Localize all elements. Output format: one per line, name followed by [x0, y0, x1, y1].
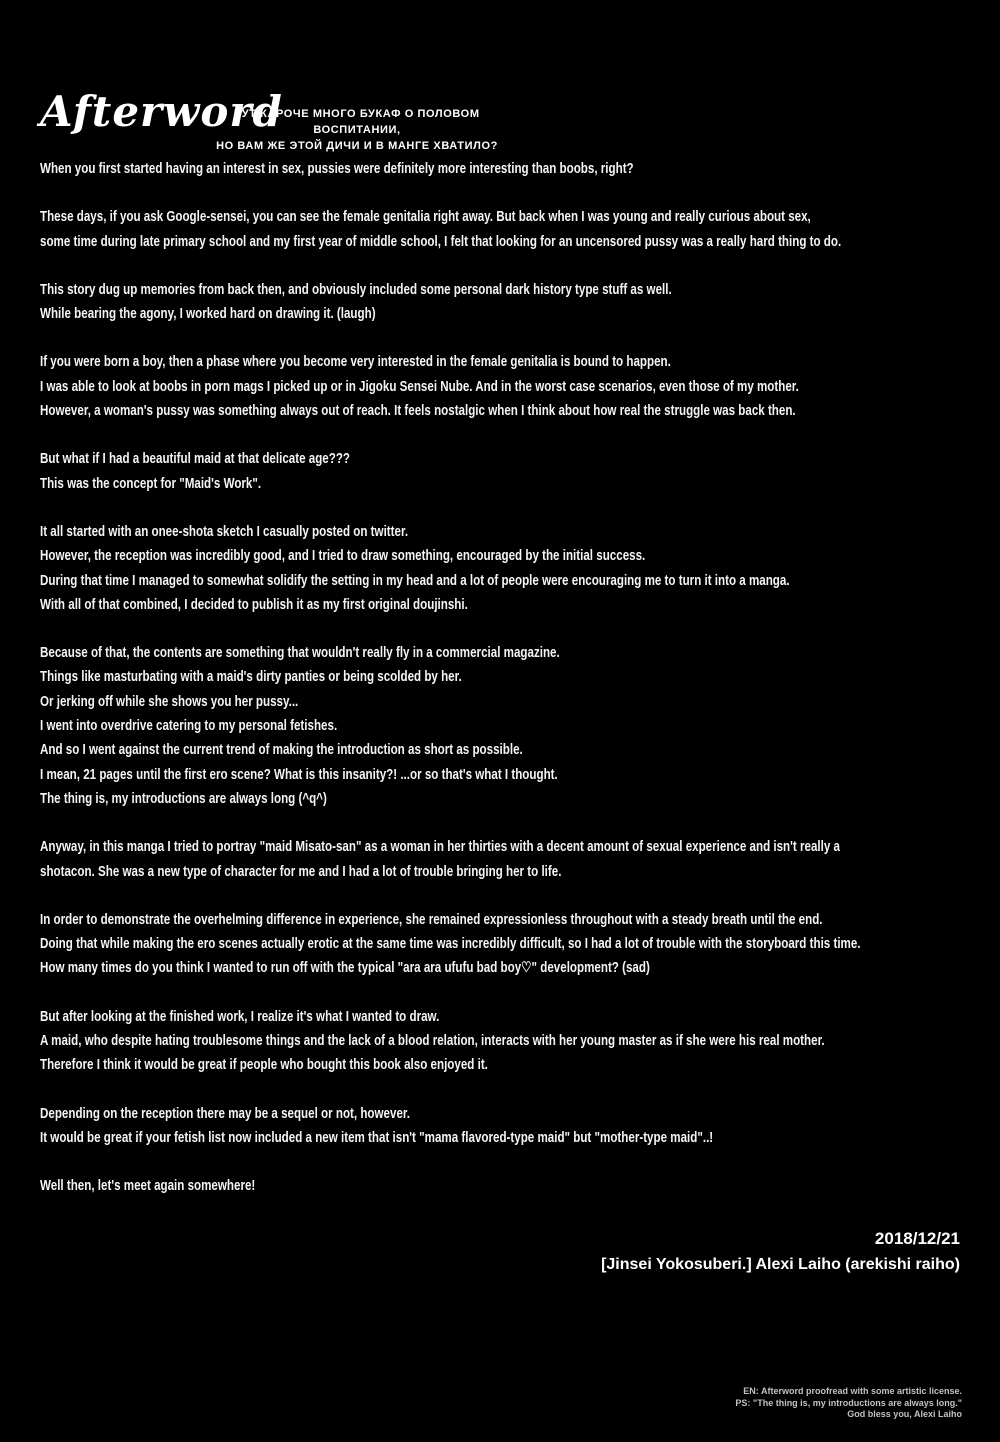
body-line: shotacon. She was a new type of character for me and I had a lot of trouble bringing her to life.: [40, 863, 562, 880]
body-line: How many times do you think I wanted to run off with the typical "ara ara ufufu bad boy♡" development? (sad): [40, 960, 650, 977]
body-line: Because of that, the contents are something that wouldn't really fly in a commercial magazine.: [40, 645, 560, 662]
footer-note: [735, 1386, 962, 1421]
body-line: In order to demonstrate the overhelming difference in experience, she remained expressionless throughout with a steady breath until the end.: [40, 911, 823, 928]
footer-line: God bless you, Alexi Laiho: [847, 1409, 962, 1419]
body-line: But what if I had a beautiful maid at that delicate age???: [40, 451, 351, 468]
footer-line: PS: "The thing is, my introductions are always long.": [735, 1397, 962, 1408]
body-paragraph: [40, 835, 968, 884]
page-title: Afterword: [40, 87, 283, 136]
body-line: Therefore I think it would be great if people who bought this book also enjoyed it.: [40, 1057, 488, 1074]
body-line: It all started with an onee-shota sketch I casually posted on twitter.: [40, 523, 409, 540]
body-paragraph: [40, 205, 968, 254]
signature-date: 2018/12/21: [874, 1229, 960, 1248]
body-line: some time during late primary school and my first year of middle school, I felt that looking for an uncensored pussy was a really hard thing to do.: [40, 233, 842, 250]
title-note-line: НО ВАМ ЖЕ ЭТОЙ ДИЧИ И В МАНГЕ ХВАТИЛО?: [216, 140, 498, 152]
body-line: Well then, let's meet again somewhere!: [40, 1178, 256, 1195]
body-line: While bearing the agony, I worked hard on drawing it. (laugh): [40, 306, 376, 323]
body-paragraph: [40, 641, 968, 811]
title-note-line: ТУТ КАРОЧЕ МНОГО БУКАФ О ПОЛОВОМ ВОСПИТАНИИ,: [234, 108, 480, 136]
body-line: The thing is, my introductions are always long (^q^): [40, 790, 327, 807]
body-line: I was able to look at boobs in porn mags I picked up or in Jigoku Sensei Nube. And in the worst case scenarios, even those of my mother.: [40, 378, 799, 395]
body-paragraph: [40, 908, 968, 981]
footer-line: EN: Afterword proofread with some artistic license.: [743, 1386, 962, 1396]
body-line: I went into overdrive catering to my personal fetishes.: [40, 718, 338, 735]
body-line: Things like masturbating with a maid's dirty panties or being scolded by her.: [40, 669, 462, 686]
body-paragraph: [40, 520, 968, 617]
body-line: Anyway, in this manga I tried to portray "maid Misato-san" as a woman in her thirties with a decent amount of sexual experience and isn't really a: [40, 839, 840, 856]
body-line: And so I went against the current trend of making the introduction as short as possible.: [40, 742, 523, 759]
signature-credit: [Jinsei Yokosuberi.] Alexi Laiho (arekishi raiho): [601, 1256, 960, 1273]
body-line: A maid, who despite hating troublesome things and the lack of a blood relation, interacts with her young master as if she were his real mother.: [40, 1033, 825, 1050]
body-line: I mean, 21 pages until the first ero scene? What is this insanity?! ...or so that's what I thought.: [40, 766, 558, 783]
body-line: But after looking at the finished work, I realize it's what I wanted to draw.: [40, 1008, 440, 1025]
body-line: When you first started having an interest in sex, pussies were definitely more interesting than boobs, right?: [40, 161, 634, 177]
body-line: However, the reception was incredibly good, and I tried to draw something, encouraged by the initial success.: [40, 548, 646, 565]
body-paragraph: [40, 350, 968, 423]
afterword-body: [40, 157, 968, 1223]
body-paragraph: [40, 1005, 968, 1078]
body-line: These days, if you ask Google-sensei, you can see the female genitalia right away. But back when I was young and really curious about sex,: [40, 209, 811, 226]
body-line: This story dug up memories from back then, and obviously included some personal dark history type stuff as well.: [40, 281, 672, 298]
body-paragraph: [40, 1102, 968, 1151]
body-line: This was the concept for "Maid's Work".: [40, 475, 262, 492]
body-line: Or jerking off while she shows you her pussy...: [40, 693, 299, 710]
body-paragraph: [40, 278, 968, 327]
body-paragraph: [40, 157, 968, 181]
body-line: If you were born a boy, then a phase where you become very interested in the female genitalia is bound to happen.: [40, 354, 671, 371]
signature-block: [601, 1226, 960, 1278]
body-line: However, a woman's pussy was something always out of reach. It feels nostalgic when I think about how real the struggle was back then.: [40, 403, 796, 420]
body-line: Doing that while making the ero scenes actually erotic at the same time was incredibly difficult, so I had a lot of trouble with the storyboard this time.: [40, 936, 861, 953]
body-line: During that time I managed to somewhat solidify the setting in my head and a lot of people were encouraging me to turn it into a manga.: [40, 572, 790, 589]
title-note: [192, 106, 522, 154]
body-line: It would be great if your fetish list now included a new item that isn't "mama flavored-type maid" but "mother-type maid"..!: [40, 1129, 714, 1146]
body-paragraph: [40, 447, 968, 496]
body-line: Depending on the reception there may be a sequel or not, however.: [40, 1105, 410, 1122]
body-paragraph: [40, 1174, 968, 1198]
body-line: With all of that combined, I decided to publish it as my first original doujinshi.: [40, 596, 468, 613]
